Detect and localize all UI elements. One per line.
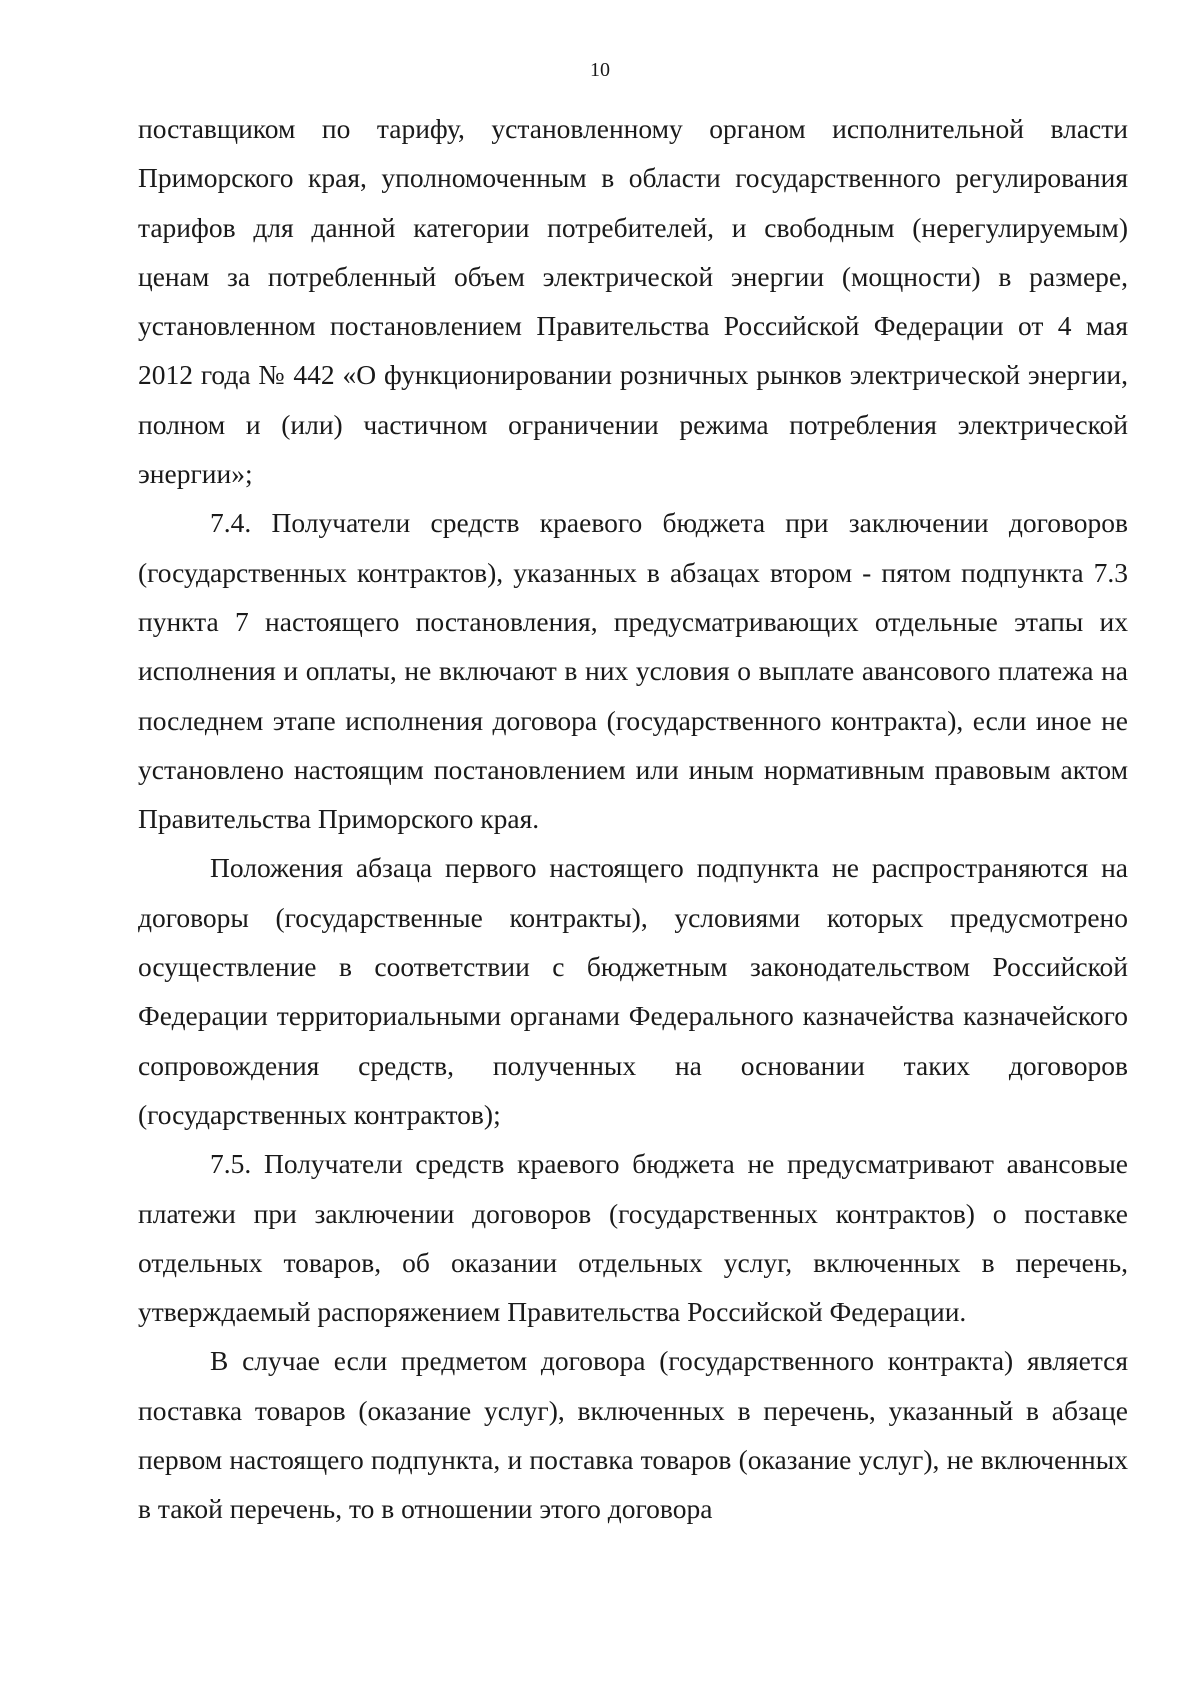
paragraph-7-5-case: В случае если предметом договора (государственного контракта) является поставка товаров (оказание услуг), включенных в перечень, указанный в абзаце первом настоящего подпункта, и поставка товаров (оказание услуг), не включенных в такой перечень, то в отношении этого договора — [138, 1345, 1128, 1525]
paragraph-7-5: 7.5. Получатели средств краевого бюджета не предусматривают авансовые платежи при заключении договоров (государственных контрактов) о поставке отдельных товаров, об оказании отдельных услуг, включенных в перечень, утверждаемый распоряжением Правительства Российской Федерации. — [138, 1148, 1128, 1328]
document-body — [138, 104, 1128, 1534]
paragraph-continuation: поставщиком по тарифу, установленному органом исполнительной власти Приморского края, уполномоченным в области государственного регулирования тарифов для данной категории потребителей, и свободным (нерегулируемым) ценам за потребленный объем электрической энергии (мощности) в размере, установленном постановлением Правительства Российской Федерации от 4 мая 2012 года № 442 «О функционировании розничных рынков электрической энергии, полном и (или) частичном ограничении режима потребления электрической энергии»; — [138, 113, 1128, 490]
paragraph-7-4: 7.4. Получатели средств краевого бюджета при заключении договоров (государственных контрактов), указанных в абзацах втором - пятом подпункта 7.3 пункта 7 настоящего постановления, предусматривающих отдельные этапы их исполнения и оплаты, не включают в них условия о выплате авансового платежа на последнем этапе исполнения договора (государственного контракта), если иное не установлено настоящим постановлением или иным нормативным правовым актом Правительства Приморского края. — [138, 507, 1128, 835]
paragraph-7-4-exception: Положения абзаца первого настоящего подпункта не распространяются на договоры (государственные контракты), условиями которых предусмотрено осуществление в соответствии с бюджетным законодательством Российской Федерации территориальными органами Федерального казначейства казначейского сопровождения средств, полученных на основании таких договоров (государственных контрактов); — [138, 852, 1128, 1130]
page-number: 10 — [590, 59, 610, 81]
